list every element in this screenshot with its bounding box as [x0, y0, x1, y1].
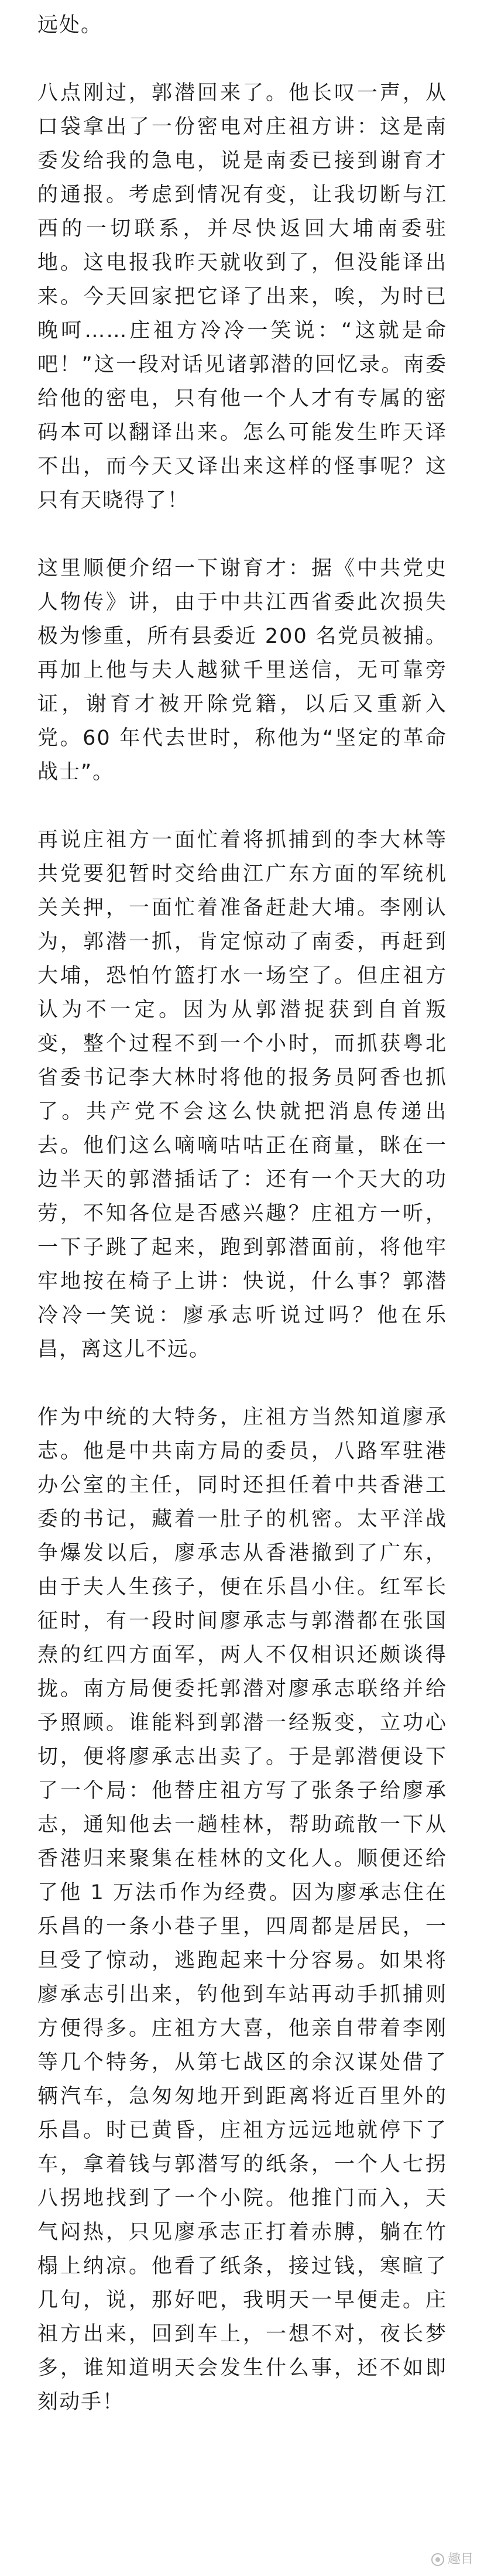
- watermark-text: 趣目: [447, 2552, 473, 2567]
- paragraph-gap: [37, 518, 447, 551]
- paragraph: 作为中统的大特务，庄祖方当然知道廖承志。他是中共南方局的委员，八路军驻港办公室的主任，同时还担任着中共香港工委的书记，藏着一肚子的机密。太平洋战争爆发以后，廖承志从香港撤到了广东，由于夫人生孩子，便在乐昌小住。红军长征时，有一段时间廖承志与郭潜都在张国焘的红四方面军，两人不仅相识还颇谈得拢。南方局便委托郭潜对廖承志联络并给予照顾。谁能料到郭潜一经叛变，立功心切，便将廖承志出卖了。于是郭潜便设下了一个局：他替庄祖方写了张条子给廖承志，通知他去一趟桂林，帮助疏散一下从香港归来聚集在桂林的文化人。顺便还给了他 1 万法币作为经费。因为廖承志住在乐昌的一条小巷子里，四周都是居民，一旦受了惊动，逃跑起来十分容易。如果将廖承志引出来，钓他到车站再动手抓捕则方便得多。庄祖方大喜，他亲自带着李刚等几个特务，从第七战区的余汉谋处借了辆汽车，急匆匆地开到距离将近百里外的乐昌。时已黄昏，庄祖方远远地就停下了车，拿着钱与郭潜写的纸条，一个人七拐八拐地找到了一个小院。他推门而入，天气闷热，只见廖承志正打着赤膊，躺在竹榻上纳凉。他看了纸条，接过钱，寒暄了几句，说，那好吧，我明天一早便走。庄祖方出来，回到车上，一想不对，夜长梦多，谁知道明天会发生什么事，还不如即刻动手！: [37, 1406, 447, 2414]
- paragraph: 远处。: [37, 13, 103, 37]
- article-body: [37, 0, 447, 2419]
- paragraph: 再说庄祖方一面忙着将抓捕到的李大林等共党要犯暂时交给曲江广东方面的军统机关关押，一面忙着准备赶赴大埔。李刚认为，郭潜一抓，肯定惊动了南委，再赶到大埔，恐怕竹篮打水一场空了。但庄祖方认为不一定。因为从郭潜捉获到自首叛变，整个过程不到一个小时，而抓获粤北省委书记李大林时将他的报务员阿香也抓了。共产党不会这么快就把消息传递出去。他们这么嘀嘀咕咕正在商量，眯在一边半天的郭潜插话了：还有一个天大的功劳，不知各位是否感兴趣？庄祖方一听，一下子跳了起来，跑到郭潜面前，将他牢牢地按在椅子上讲：快说，什么事？郭潜冷冷一笑说：廖承志听说过吗？他在乐昌，离这儿不远。: [37, 828, 447, 1361]
- watermark-logo-icon: [431, 2553, 444, 2566]
- paragraph: 八点刚过，郭潜回来了。他长叹一声，从口袋拿出了一份密电对庄祖方讲：这是南委发给我的急电，说是南委已接到谢育才的通报。考虑到情况有变，让我切断与江西的一切联系，并尽快返回大埔南委驻地。这电报我昨天就收到了，但没能译出来。今天回家把它译了出来，唉，为时已晚呵……庄祖方冷冷一笑说：“这就是命吧！”这一段对话见诸郭潜的回忆录。南委给他的密电，只有他一个人才有专属的密码本可以翻译出来。怎么可能发生昨天译不出，而今天又译出来这样的怪事呢？这只有天晓得了！: [37, 81, 447, 512]
- paragraph-gap: [37, 42, 447, 76]
- paragraph: 这里顺便介绍一下谢育才：据《中共党史人物传》讲，由于中共江西省委此次损失极为惨重，所有县委近 200 名党员被捕。再加上他与夫人越狱千里送信，无可靠旁证，谢育才被开除党籍，以后又重新入党。60 年代去世时，称他为“坚定的革命战士”。: [37, 557, 447, 784]
- watermark: [431, 2551, 473, 2568]
- paragraph-gap: [37, 1366, 447, 1400]
- paragraph-gap: [37, 789, 447, 823]
